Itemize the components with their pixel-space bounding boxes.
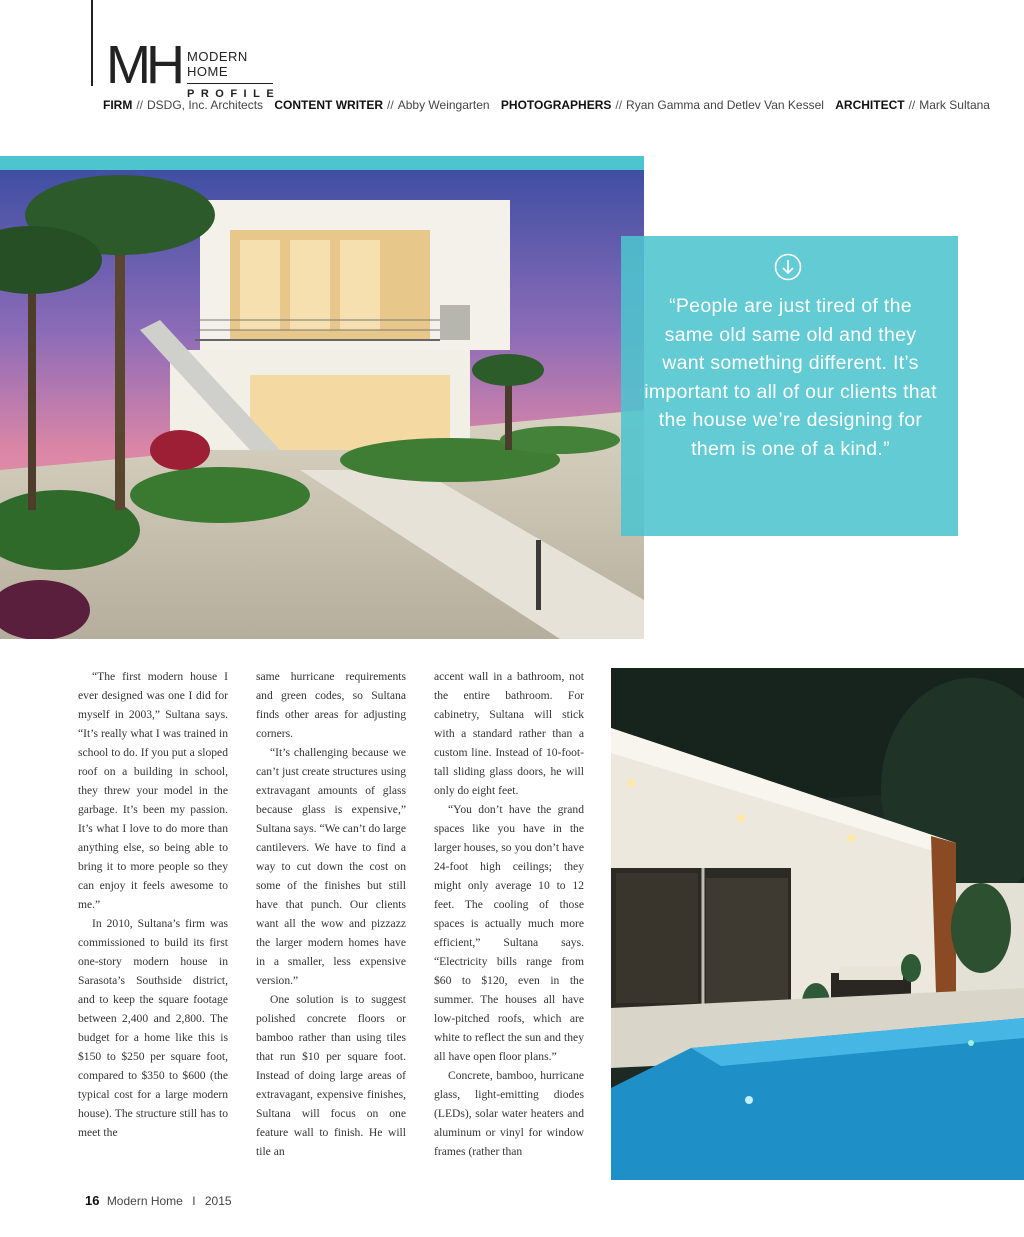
accent-strip (0, 156, 644, 170)
article-column-2 (256, 667, 406, 1161)
masthead-line1: MODERN HOME (187, 49, 273, 84)
pullquote-text: “People are just tired of the same old same old and they want something different. It’s important to all of our clients that the house we’re designing for them is one of a kind.” (644, 295, 937, 460)
paragraph: “You don’t have the grand spaces like you have in the larger houses, so you don’t have 24-foot high ceilings; they might only average 10 to 12 feet. The cooling of those spaces is actually much more efficient,” Sultana says. “Electricity bills range from $60 to $120, even in the summer. The houses all have low-pitched roofs, which are white to reflect the sun and they all have open floor plans.” (434, 803, 584, 1063)
masthead-logo: MH (106, 35, 180, 95)
issue-year: 2015 (204, 1194, 232, 1208)
paragraph: same hurricane requirements and green codes, so Sultana finds other areas for adjusting corners. (256, 670, 406, 740)
paragraph: “The first modern house I ever designed was one I did for myself in 2003,” Sultana says. “It’s really what I was trained in school to do. If you put a sloped roof on a building in school, they threw your model in the garbage. It’s been my passion. It’s what I love to do more than anything else, so being able to bring it to more people so they can enjoy it feels awesome to me.” (78, 670, 228, 911)
credit-firm: FIRM // DSDG, Inc. Architects (103, 98, 264, 112)
arrow-down-circle-icon (774, 253, 802, 281)
pullquote (621, 236, 958, 536)
page-footer (85, 1193, 232, 1208)
masthead-text (187, 49, 280, 100)
credits-line (103, 98, 998, 112)
pool-photo (611, 668, 1024, 1180)
paragraph: In 2010, Sultana’s firm was commissioned to build its first one-story modern house in Sarasota’s Southside district, and to keep the square footage between 2,400 and 2,800. The budget for a home like this is $150 to $250 per square foot, compared to $350 to $600 (the typical cost for a large modern house). The structure still has to meet the (78, 917, 228, 1139)
paragraph: Concrete, bamboo, hurricane glass, light-emitting diodes (LEDs), solar water heaters and aluminum or vinyl for window frames (rather than (434, 1069, 584, 1158)
modern-house-twilight-photo (0, 170, 644, 639)
article-column-3 (434, 667, 584, 1161)
article-column-1 (78, 667, 228, 1142)
hero-photo (0, 170, 644, 639)
page-number: 16 (85, 1193, 100, 1208)
credit-architect: ARCHITECT // Mark Sultana (835, 98, 990, 112)
paragraph: “It’s challenging because we can’t just create structures using extravagant amounts of glass because glass is expensive,” Sultana says. “We can’t do large cantilevers. We have to find a way to cut down the cost on some of the finishes but still have that punch. Our clients want all the wow and pizzazz the larger modern homes have in a smaller, less expensive version.” (256, 746, 406, 987)
credit-photographers: PHOTOGRAPHERS // Ryan Gamma and Detlev Van Kessel (500, 98, 824, 112)
credit-writer: CONTENT WRITER // Abby Weingarten (274, 98, 490, 112)
masthead-line2: PROFILE (187, 88, 281, 100)
masthead-rule (91, 0, 93, 86)
magazine-name: Modern Home (106, 1194, 183, 1208)
paragraph: accent wall in a bathroom, not the entire bathroom. For cabinetry, Sultana will stick with a standard rather than a custom line. Instead of 10-foot-tall sliding glass doors, he will only do eight feet. (434, 670, 584, 797)
paragraph: One solution is to suggest polished concrete floors or bamboo rather than using tiles that run $10 per square foot. Instead of doing large areas of extravagant, expensive finishes, Sultana will focus on one feature wall to finish. He will tile an (256, 993, 406, 1158)
footer-divider: I (192, 1194, 196, 1208)
pool-house-dusk-photo (611, 668, 1024, 1180)
